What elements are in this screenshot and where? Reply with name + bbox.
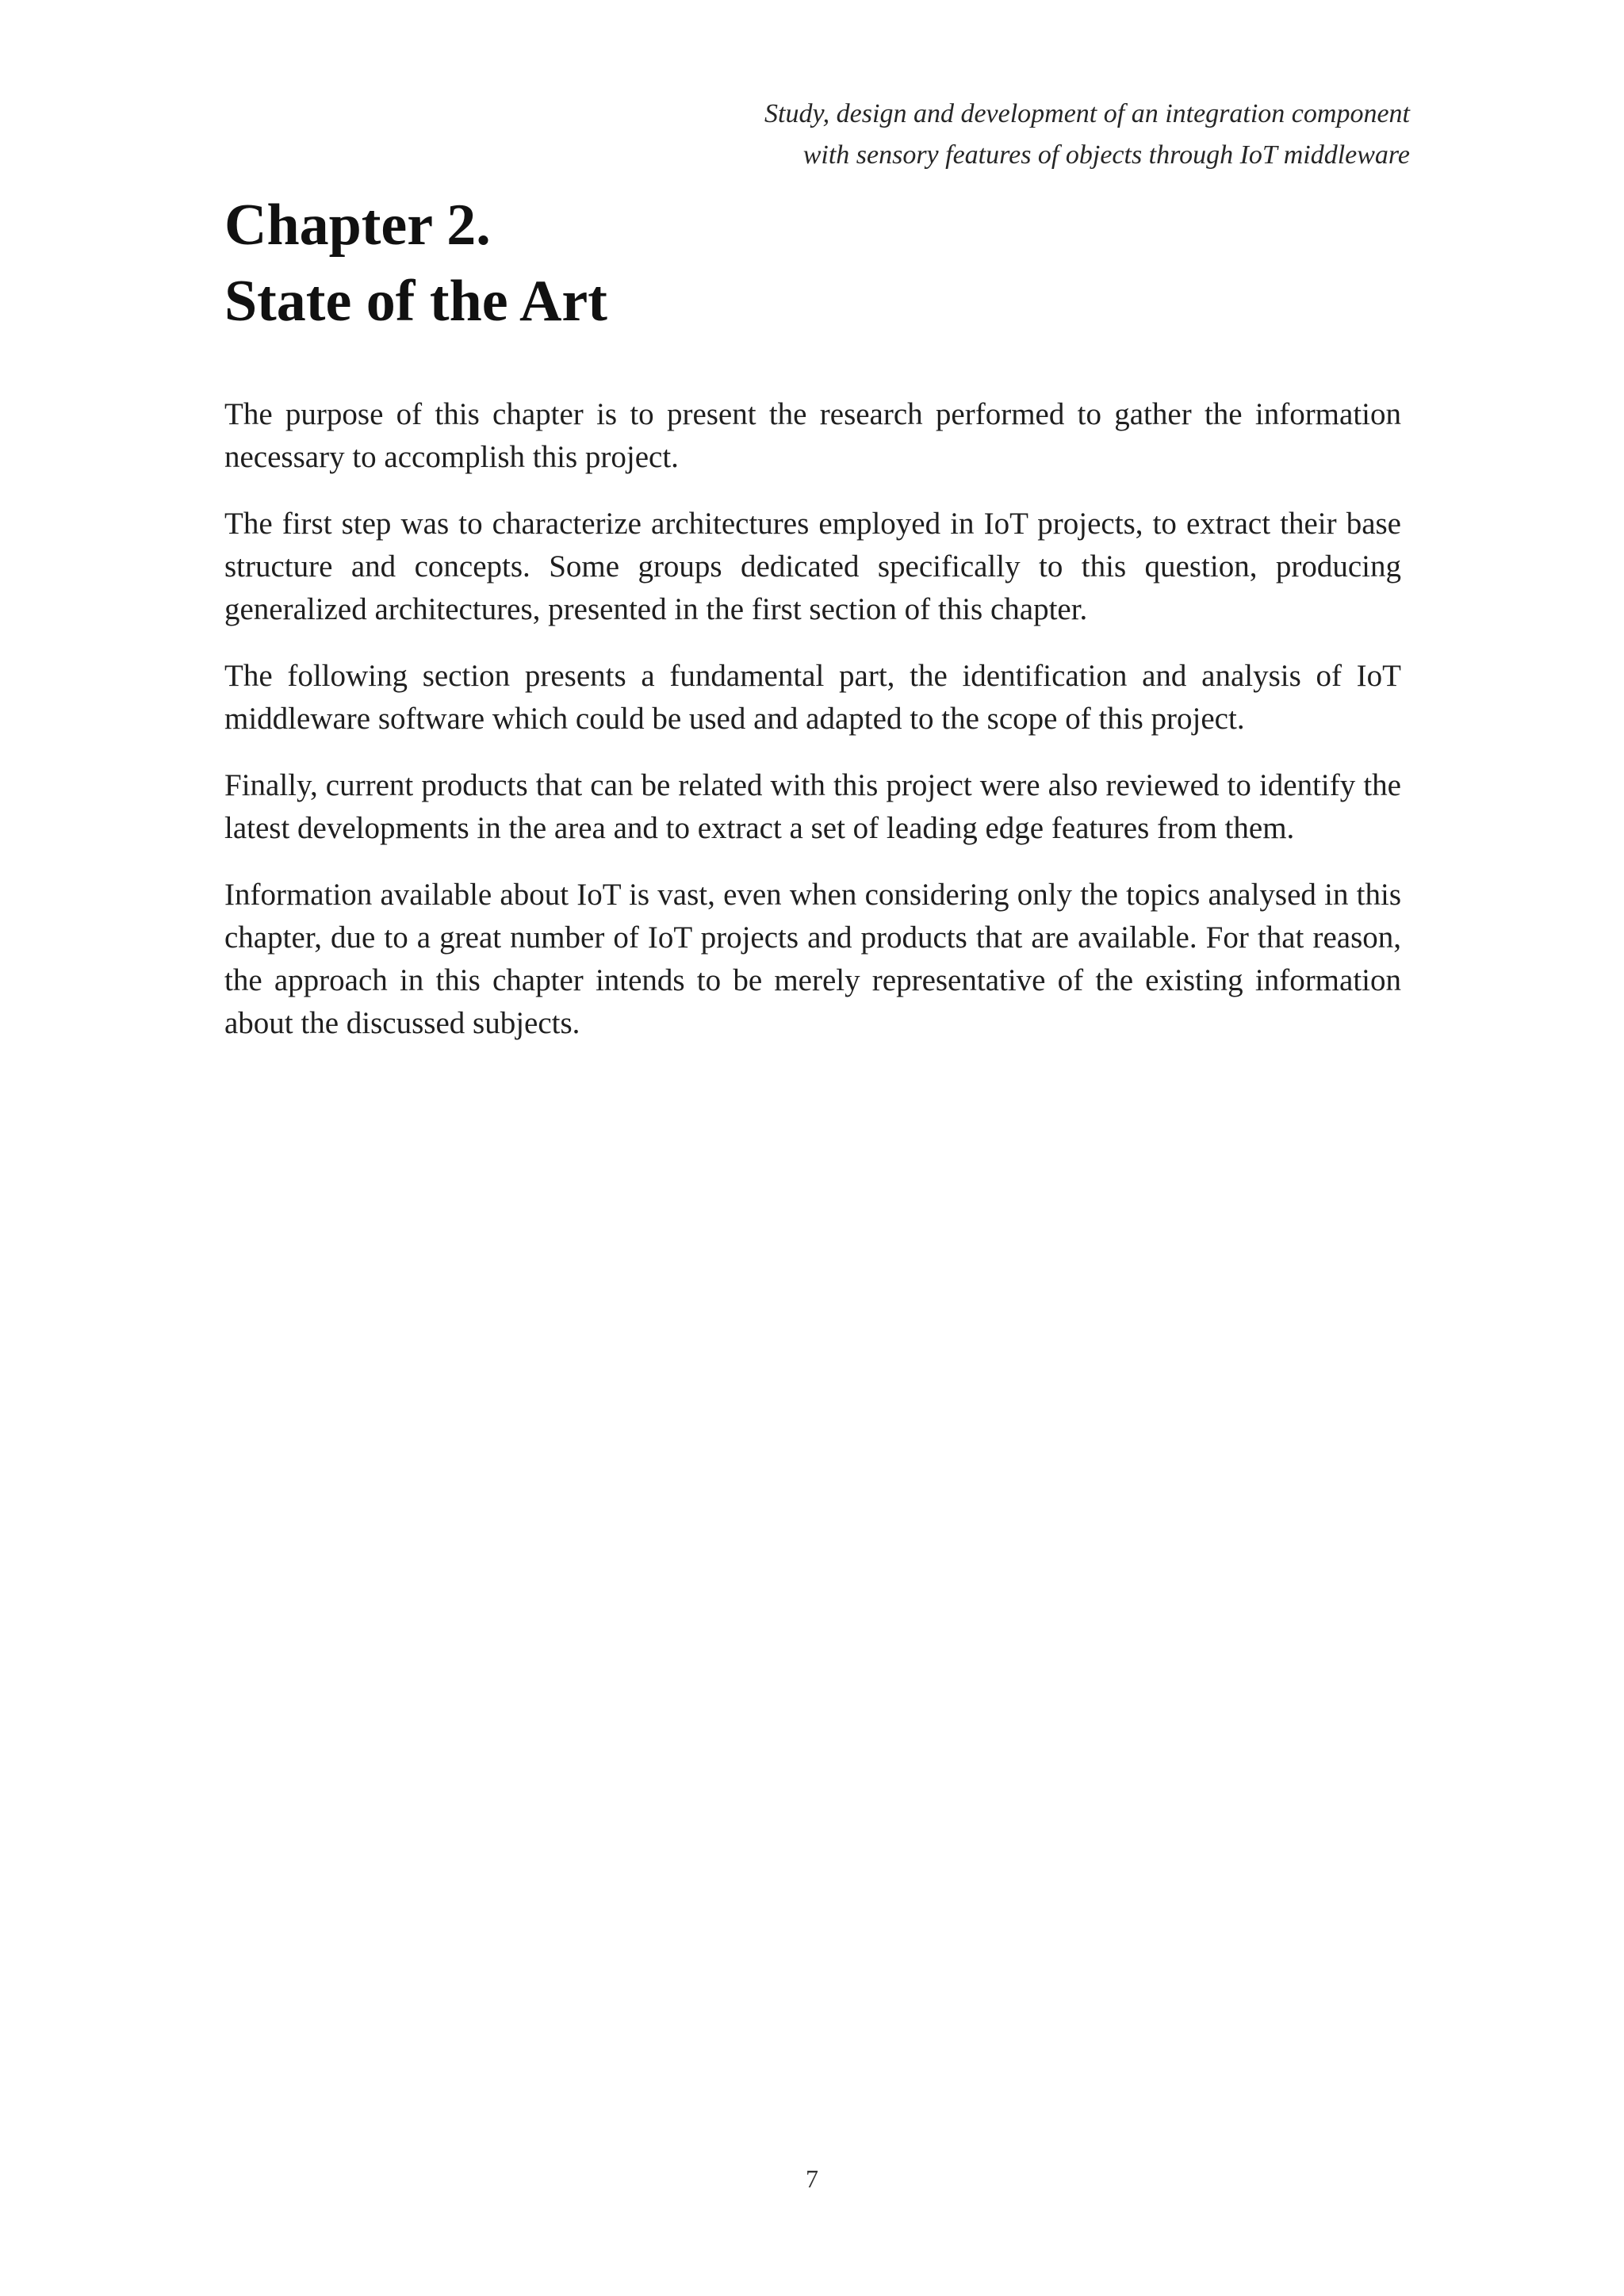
chapter-title bbox=[224, 187, 607, 339]
chapter-number: Chapter 2. bbox=[224, 193, 491, 258]
running-header-line-1: Study, design and development of an integration component bbox=[764, 99, 1410, 128]
chapter-body bbox=[224, 393, 1401, 1069]
running-header-line-2: with sensory features of objects through IoT middleware bbox=[802, 140, 1410, 170]
paragraph-architectures: The first step was to characterize architectures employed in IoT projects, to extract their base structure and concepts. Some groups dedicated specifically to this question, producing generalized architectures, presented in the first section of this chapter. bbox=[224, 507, 1401, 626]
paragraph-products: Finally, current products that can be related with this project were also reviewed to identify the latest developments in the area and to extract a set of leading edge features from them. bbox=[224, 768, 1401, 845]
paragraph-information: Information available about IoT is vast, even when considering only the topics analysed in this chapter, due to a great number of IoT projects and products that are available. For that reason, the approach in this chapter intends to be merely representative of the existing information about the discussed subjects. bbox=[224, 878, 1401, 1040]
page-number: 7 bbox=[806, 2164, 818, 2193]
paragraph-purpose: The purpose of this chapter is to present the research performed to gather the information necessary to accomplish this project. bbox=[224, 397, 1401, 474]
running-header bbox=[458, 94, 1410, 176]
paragraph-middleware: The following section presents a fundamental part, the identification and analysis of IoT middleware software which could be used and adapted to the scope of this project. bbox=[224, 659, 1401, 736]
chapter-name: State of the Art bbox=[224, 269, 607, 334]
